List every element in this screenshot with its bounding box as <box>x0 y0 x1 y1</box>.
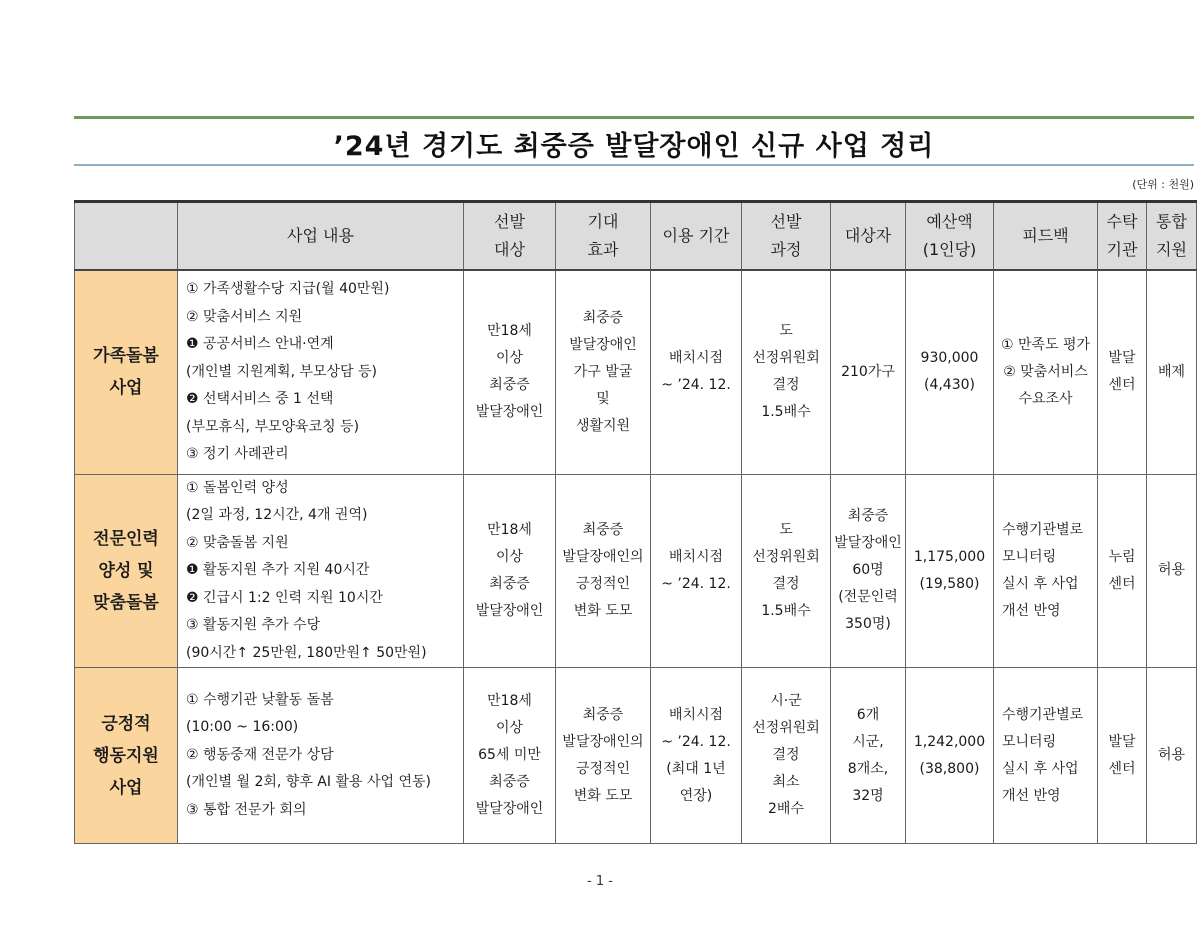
row-budget: 1,175,000 (19,580) <box>906 474 994 668</box>
row-feedback: ① 만족도 평가 ② 맞춤서비스 수요조사 <box>994 270 1098 474</box>
header-process: 선발 과정 <box>742 202 831 271</box>
row-content: ① 수행기관 낮활동 돌봄 (10:00 ~ 16:00) ② 행동중재 전문가 상담 (개인별 월 2회, 향후 AI 활용 사업 연동) ③ 통합 전문가 회의 <box>178 668 464 844</box>
table-row <box>75 668 1197 844</box>
row-content: ① 가족생활수당 지급(월 40만원) ② 맞춤서비스 지원 ❶ 공공서비스 안내·연계 (개인별 지원계획, 부모상담 등) ❷ 선택서비스 중 1 선택 (부모휴식, 부모양육코칭 등) ③ 정기 사례관리 <box>178 270 464 474</box>
row-process: 시·군 선정위원회 결정 최소 2배수 <box>742 668 831 844</box>
title-rule-top <box>74 116 1194 119</box>
header-effect: 기대 효과 <box>556 202 651 271</box>
row-period: 배치시점 ~ ’24. 12. <box>651 474 742 668</box>
header-target: 선발 대상 <box>464 202 556 271</box>
title-block <box>74 116 1194 166</box>
row-recipients: 210가구 <box>831 270 906 474</box>
program-table <box>74 200 1197 844</box>
row-agency: 발달 센터 <box>1098 270 1147 474</box>
row-process: 도 선정위원회 결정 1.5배수 <box>742 474 831 668</box>
header-category <box>75 202 178 271</box>
page-number: - 1 - <box>587 874 613 889</box>
row-process: 도 선정위원회 결정 1.5배수 <box>742 270 831 474</box>
row-effect: 최중증 발달장애인 가구 발굴 및 생활지원 <box>556 270 651 474</box>
row-integrated: 허용 <box>1147 474 1197 668</box>
row-category: 긍정적 행동지원 사업 <box>75 668 178 844</box>
page-title: ’24년 경기도 최중증 발달장애인 신규 사업 정리 <box>333 131 935 162</box>
row-effect: 최중증 발달장애인의 긍정적인 변화 도모 <box>556 474 651 668</box>
row-agency: 누림 센터 <box>1098 474 1147 668</box>
row-budget: 1,242,000 (38,800) <box>906 668 994 844</box>
row-category: 전문인력 양성 및 맞춤돌봄 <box>75 474 178 668</box>
row-target: 만18세 이상 65세 미만 최중증 발달장애인 <box>464 668 556 844</box>
header-period: 이용 기간 <box>651 202 742 271</box>
row-target: 만18세 이상 최중증 발달장애인 <box>464 270 556 474</box>
row-budget: 930,000 (4,430) <box>906 270 994 474</box>
row-content: ① 돌봄인력 양성 (2일 과정, 12시간, 4개 권역) ② 맞춤돌봄 지원 ❶ 활동지원 추가 지원 40시간 ❷ 긴급시 1:2 인력 지원 10시간 ③ 활동지원 추가 수당 (90시간↑ 25만원, 180만원↑ 50만원) <box>178 474 464 668</box>
table-row <box>75 270 1197 474</box>
row-recipients: 최중증 발달장애인 60명 (전문인력 350명) <box>831 474 906 668</box>
row-feedback: 수행기관별로 모니터링 실시 후 사업 개선 반영 <box>994 668 1098 844</box>
row-feedback: 수행기관별로 모니터링 실시 후 사업 개선 반영 <box>994 474 1098 668</box>
header-recipients: 대상자 <box>831 202 906 271</box>
row-period: 배치시점 ~ ’24. 12. (최대 1년 연장) <box>651 668 742 844</box>
unit-note: (단위 : 천원) <box>1132 178 1194 191</box>
row-integrated: 허용 <box>1147 668 1197 844</box>
row-agency: 발달 센터 <box>1098 668 1147 844</box>
table-row <box>75 474 1197 668</box>
row-integrated: 배제 <box>1147 270 1197 474</box>
row-category: 가족돌봄 사업 <box>75 270 178 474</box>
header-feedback: 피드백 <box>994 202 1098 271</box>
row-recipients: 6개 시군, 8개소, 32명 <box>831 668 906 844</box>
header-integrated: 통합 지원 <box>1147 202 1197 271</box>
header-agency: 수탁 기관 <box>1098 202 1147 271</box>
row-target: 만18세 이상 최중증 발달장애인 <box>464 474 556 668</box>
header-budget: 예산액 (1인당) <box>906 202 994 271</box>
header-row <box>75 202 1197 271</box>
row-effect: 최중증 발달장애인의 긍정적인 변화 도모 <box>556 668 651 844</box>
row-period: 배치시점 ~ ’24. 12. <box>651 270 742 474</box>
title-rule-bottom <box>74 164 1194 166</box>
header-content: 사업 내용 <box>178 202 464 271</box>
